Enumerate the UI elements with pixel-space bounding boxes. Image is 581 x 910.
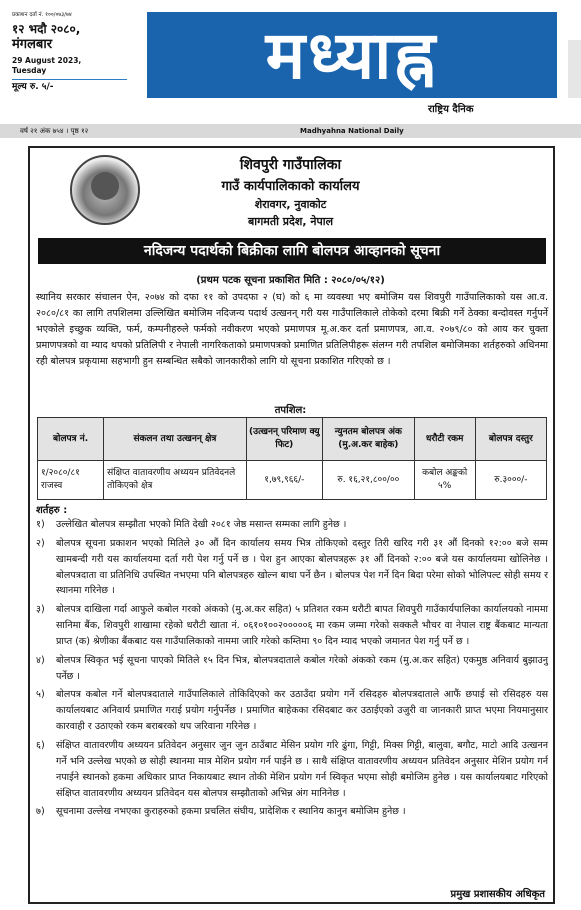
list-item: [36, 738, 548, 801]
cell-area: संक्षिप्त वातावरणीय अध्ययन प्रतिवेदनले तोकिएको क्षेत्र: [104, 461, 247, 500]
paper-english-name: Madhyahna National Daily: [300, 127, 404, 135]
signature-title: प्रमुख प्रशासकीय अधिकृत: [450, 889, 545, 900]
terms-list: [36, 517, 548, 823]
term-text: संक्षिप्त वातावरणीय अध्ययन प्रतिवेदन अनुसार जुन जुन ठाउँबाट मेसिन प्रयोग गरि ढुंगा, गिट्टी, मिक्स गिट्टी, बालुवा, बगौट, माटो आदि उत्खनन गर्ने भनि उल्लेख भएको छ सोही स्थानमा मात्र मेशिन प्रयोग गर्न पाईने छ । साथै संक्षिप्त वातावरणीय अध्ययन प्रतिवेदन अनुसार मेशिन प्रयोग गर्न नपाईने स्थानको हकमा अधिकार प्राप्त निकायबाट स्थान तोकी मेशिन प्रयोग गर्न स्विकृत भएमा सोही बमोजिम हुनेछ । यस कार्यालयबाट गरिएको संक्षिप्त वातावरणीय अध्ययन प्रतिवेदन यस बोलपत्र सम्झौताको अभिन्न अंग मानिनेछ ।: [56, 739, 548, 799]
english-date-text: 29 August 2023,: [12, 56, 82, 66]
term-number: १): [36, 519, 45, 530]
term-number: २): [36, 537, 45, 549]
details-heading: तपशिल:: [274, 405, 307, 416]
english-day-text: Tuesday: [12, 66, 47, 76]
col-header-bid-no: बोलपत्र नं.: [38, 418, 104, 461]
registration-number: प्रकाशन दर्ता नं. १००/०७३/७४: [12, 12, 72, 18]
office-name: शिवपुरी गाउँपालिका: [239, 157, 342, 173]
list-item: [36, 687, 548, 735]
cell-quantity: १,७९,९६६/-: [246, 461, 322, 500]
newspaper-logo: मध्याह्न: [147, 12, 557, 98]
term-text: बोलपत्र दाखिला गर्दा आफुले कबोल गरको अंकको (मु.अ.कर सहित) ५ प्रतिशत रकम धरौटी बापत शिवपुरी गाउँकार्यपालिका कार्यालयको नाममा सानिमा बैंक, शिवपुरी शाखामा रहेको धरौटी खाता नं. ०६१०१००२०००००६ मा रकम जम्मा गरेको सक्कलै भौचर वा नेपाल राष्ट्र बैंकबाट मान्यता प्राप्त (क) श्रेणीका बैंकबाट यस गाउँपालिकाको नाममा जारि गरेको कम्तिमा ९० दिन म्याद भएको जमानत पेश गर्नु पर्ने छ ।: [56, 604, 548, 647]
term-number: ३): [36, 604, 45, 616]
notice-title-banner: नदिजन्य पदार्थको बिक्रीका लागि बोलपत्र आव्हानको सूचना: [38, 238, 546, 264]
issue-info: वर्ष २१ अंक ७५४ । पृष्ठ १२: [20, 127, 89, 135]
list-item: [36, 517, 548, 533]
office-province: बागमती प्रदेश, नेपाल: [247, 215, 334, 228]
list-item: [36, 804, 548, 820]
list-item: [36, 602, 548, 650]
bid-details-table: [37, 417, 547, 500]
office-subtitle: गाउँ कार्यपालिकाको कार्यालय: [221, 179, 360, 194]
term-text: बोलपत्र स्विकृत भई सूचना पाएको मितिले १५ दिन भित्र, बोलपत्रदाताले कबोल गरेको अंकको रकम (मु.अ.कर सहित) एकमुष्ठ अनिवार्य बुझाउनु पर्नेछ ।: [56, 654, 548, 682]
term-text: उल्लेखित बोलपत्र सम्झौता भएको मिति देखी २०८१ जेष्ठ मसान्त सम्मका लागि हुनेछ ।: [56, 519, 347, 530]
col-header-fee: बोलपत्र दस्तुर: [475, 418, 546, 461]
col-header-quantity: (उत्खनन् परिमाण क्यु फिट): [246, 418, 322, 461]
newspaper-masthead: [0, 0, 581, 124]
cell-fee: रु.३०००/-: [475, 461, 546, 500]
col-header-min-bid: न्युनतम बोलपत्र अंक (मु.अ.कर बाहेक): [323, 418, 415, 461]
col-header-deposit: धरौटी रकम: [414, 418, 475, 461]
table-header-row: [38, 418, 547, 461]
side-ad-strip: [568, 40, 581, 98]
nepali-day: मंगलबार: [12, 36, 53, 52]
term-text: बोलपत्र कबोल गर्ने बोलपत्रदाताले गाउँपालिकाले तोकिदिएको कर उठाउँदा प्रयोग गर्ने रसिदहरु बोलपत्रदाताले आफैं छपाई सो रसिदहरु यस कार्यालयबाट अनिवार्य प्रमाणित गराई प्रयोग गर्नुपर्नेछ । प्रमाणित बाहेकका रसिदबाट कर उठाईएको उजुरी वा जानकारी प्राप्त भएमा नियमानुसार कारवाही र उठाएको रकम बराबरको थप जरिवाना गरिनेछ ।: [56, 689, 548, 733]
english-date: [12, 56, 127, 76]
term-number: ६): [36, 739, 45, 751]
term-number: ४): [36, 654, 45, 666]
list-item: [36, 536, 548, 599]
newspaper-tagline: राष्ट्रिय दैनिक: [428, 104, 474, 115]
issue-info-band: [0, 124, 581, 138]
notice-intro-paragraph: स्थानिय सरकार संचालन ऐन, २०७४ को दफा ११ को उपदफा २ (घ) को ६ मा व्यवस्था भए बमोजिम यस शिवपुरी गाउँपालिकाको यस आ.व. २०८०/८१ का लागि तपशिलमा उल्लिखित बमोजिम नदिजन्य पदार्थ उत्खनन् गरी यस गाउँपालिकाले तोकेको दरमा बिक्री गर्ने ठेक्का बन्दोवस्त गर्नुपर्ने भएकोले इच्छुक व्यक्ति, फर्म, कम्पनीहरुले फर्मको नवीकरण भएको प्रमाणपत्र मू.अ.कर दर्ता प्रमाणपत्र, आ.व. २०७९/८० को आय कर चुक्ता प्रमाणपत्रको वा म्याद थपको प्रतिलिपी र नेपाली नागरिकताको प्रमाणपत्रको प्रमाणित प्रतिलिपीहरू संलग्न गरी तपशिल बमोजिमका शर्तहरुको अधिनमा रही बोलपत्र प्रकृयामा सहभागी हुन सम्बन्धित सबैको जानकारीको लागि यो सूचना प्रकाशित गरिएको छ ।: [36, 292, 548, 368]
col-header-area: संकलन तथा उत्खनन् क्षेत्र: [104, 418, 247, 461]
price-label: मूल्य रु. ५/-: [12, 79, 127, 93]
cell-bid-no: १/२०८०/८१ राजस्व: [38, 461, 104, 500]
terms-heading: शर्तहरु :: [36, 505, 68, 516]
term-number: ७): [36, 806, 45, 818]
publish-date-line: (प्रथम पटक सूचना प्रकाशित मिति : २०८०/०५/१२): [196, 275, 385, 286]
table-row: [38, 461, 547, 500]
masthead-date-block: [12, 12, 127, 94]
cell-deposit: कबोल अङ्कको ५%: [414, 461, 475, 500]
nepali-date: १२ भदौ २०८०,: [12, 21, 81, 36]
term-number: ५): [36, 689, 45, 701]
office-address: शेरावगर, नुवाकोट: [254, 198, 327, 211]
term-text: सूचनामा उल्लेख नभएका कुराहरुको हकमा प्रचलित संघीय, प्रादेशिक र स्थानिय कानुन बमोजिम हुनेछ ।: [56, 806, 406, 818]
cell-min-bid: रु. १६,२१,८००/००: [323, 461, 415, 500]
list-item: [36, 653, 548, 685]
term-text: बोलपत्र सूचना प्रकाशन भएको मितिले ३० औं दिन कार्यालय समय भित्र तोकिएको दस्तुर तिरी खरिद गरी ३१ औं दिनको १२:०० बजे सम्म खामबन्दी गरी यस कार्यालयमा दर्ता गरी पेश गर्नु पर्ने छ । पेश हुन आएका बोलपत्रहरू ३१ औं दिनको २:०० बजे यस कार्यालयमा खोलिनेछ । बोलपत्रदाता वा प्रतिनिधि उपस्थित नभएमा पनि बोलपत्रहरु खोल्न बाधा पर्ने छैन । बोलपत्र पेश गर्ने दिन बिदा परेमा सोको भोलिपल्ट सोही समय र स्थानमा गरिनेछ ।: [56, 537, 548, 597]
